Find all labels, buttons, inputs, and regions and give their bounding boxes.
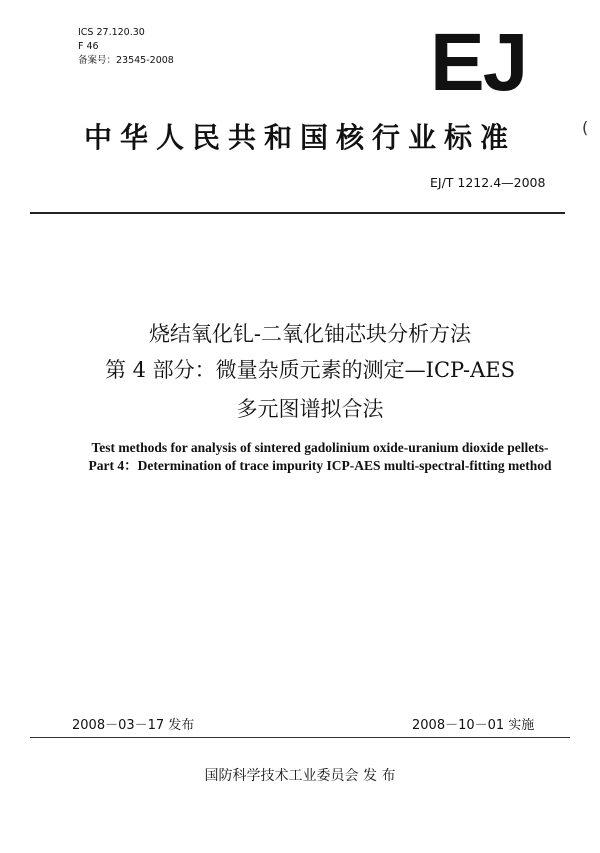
classification-block [78, 26, 174, 68]
implementation-date: 2008－10－01 实施 [412, 718, 535, 733]
ics-code: ICS 27.120.30 [78, 27, 145, 38]
title-cn-line-3: 多元图谱拟合法 [236, 397, 384, 421]
issue-date: 2008－03－17 发布 [72, 718, 195, 733]
title-cn-line-1: 烧结氧化钆-二氧化铀芯块分析方法 [148, 322, 472, 346]
title-en-line-2: Part 4：Determination of trace impurity ICP-AES multi-spectral-fitting method [88, 458, 552, 473]
publisher: 国防科学技术工业委员会 发 布 [204, 768, 396, 784]
ccs-code: F 46 [78, 41, 99, 52]
bottom-divider [30, 737, 570, 738]
title-cn-line-2: 第 4 部分：微量杂质元素的测定—ICP-AES [104, 358, 516, 382]
ej-logo: EJ [430, 17, 527, 108]
record-number: 备案号：23545-2008 [78, 55, 174, 66]
edge-mark: ( [582, 118, 589, 137]
title-en-line-1: Test methods for analysis of sintered gadolinium oxide-uranium dioxide pellets- [91, 440, 549, 455]
standard-code: EJ/T 1212.4—2008 [430, 175, 546, 190]
standard-category-title: 中华人民共和国核行业标准 [83, 121, 516, 154]
top-divider [30, 212, 565, 214]
